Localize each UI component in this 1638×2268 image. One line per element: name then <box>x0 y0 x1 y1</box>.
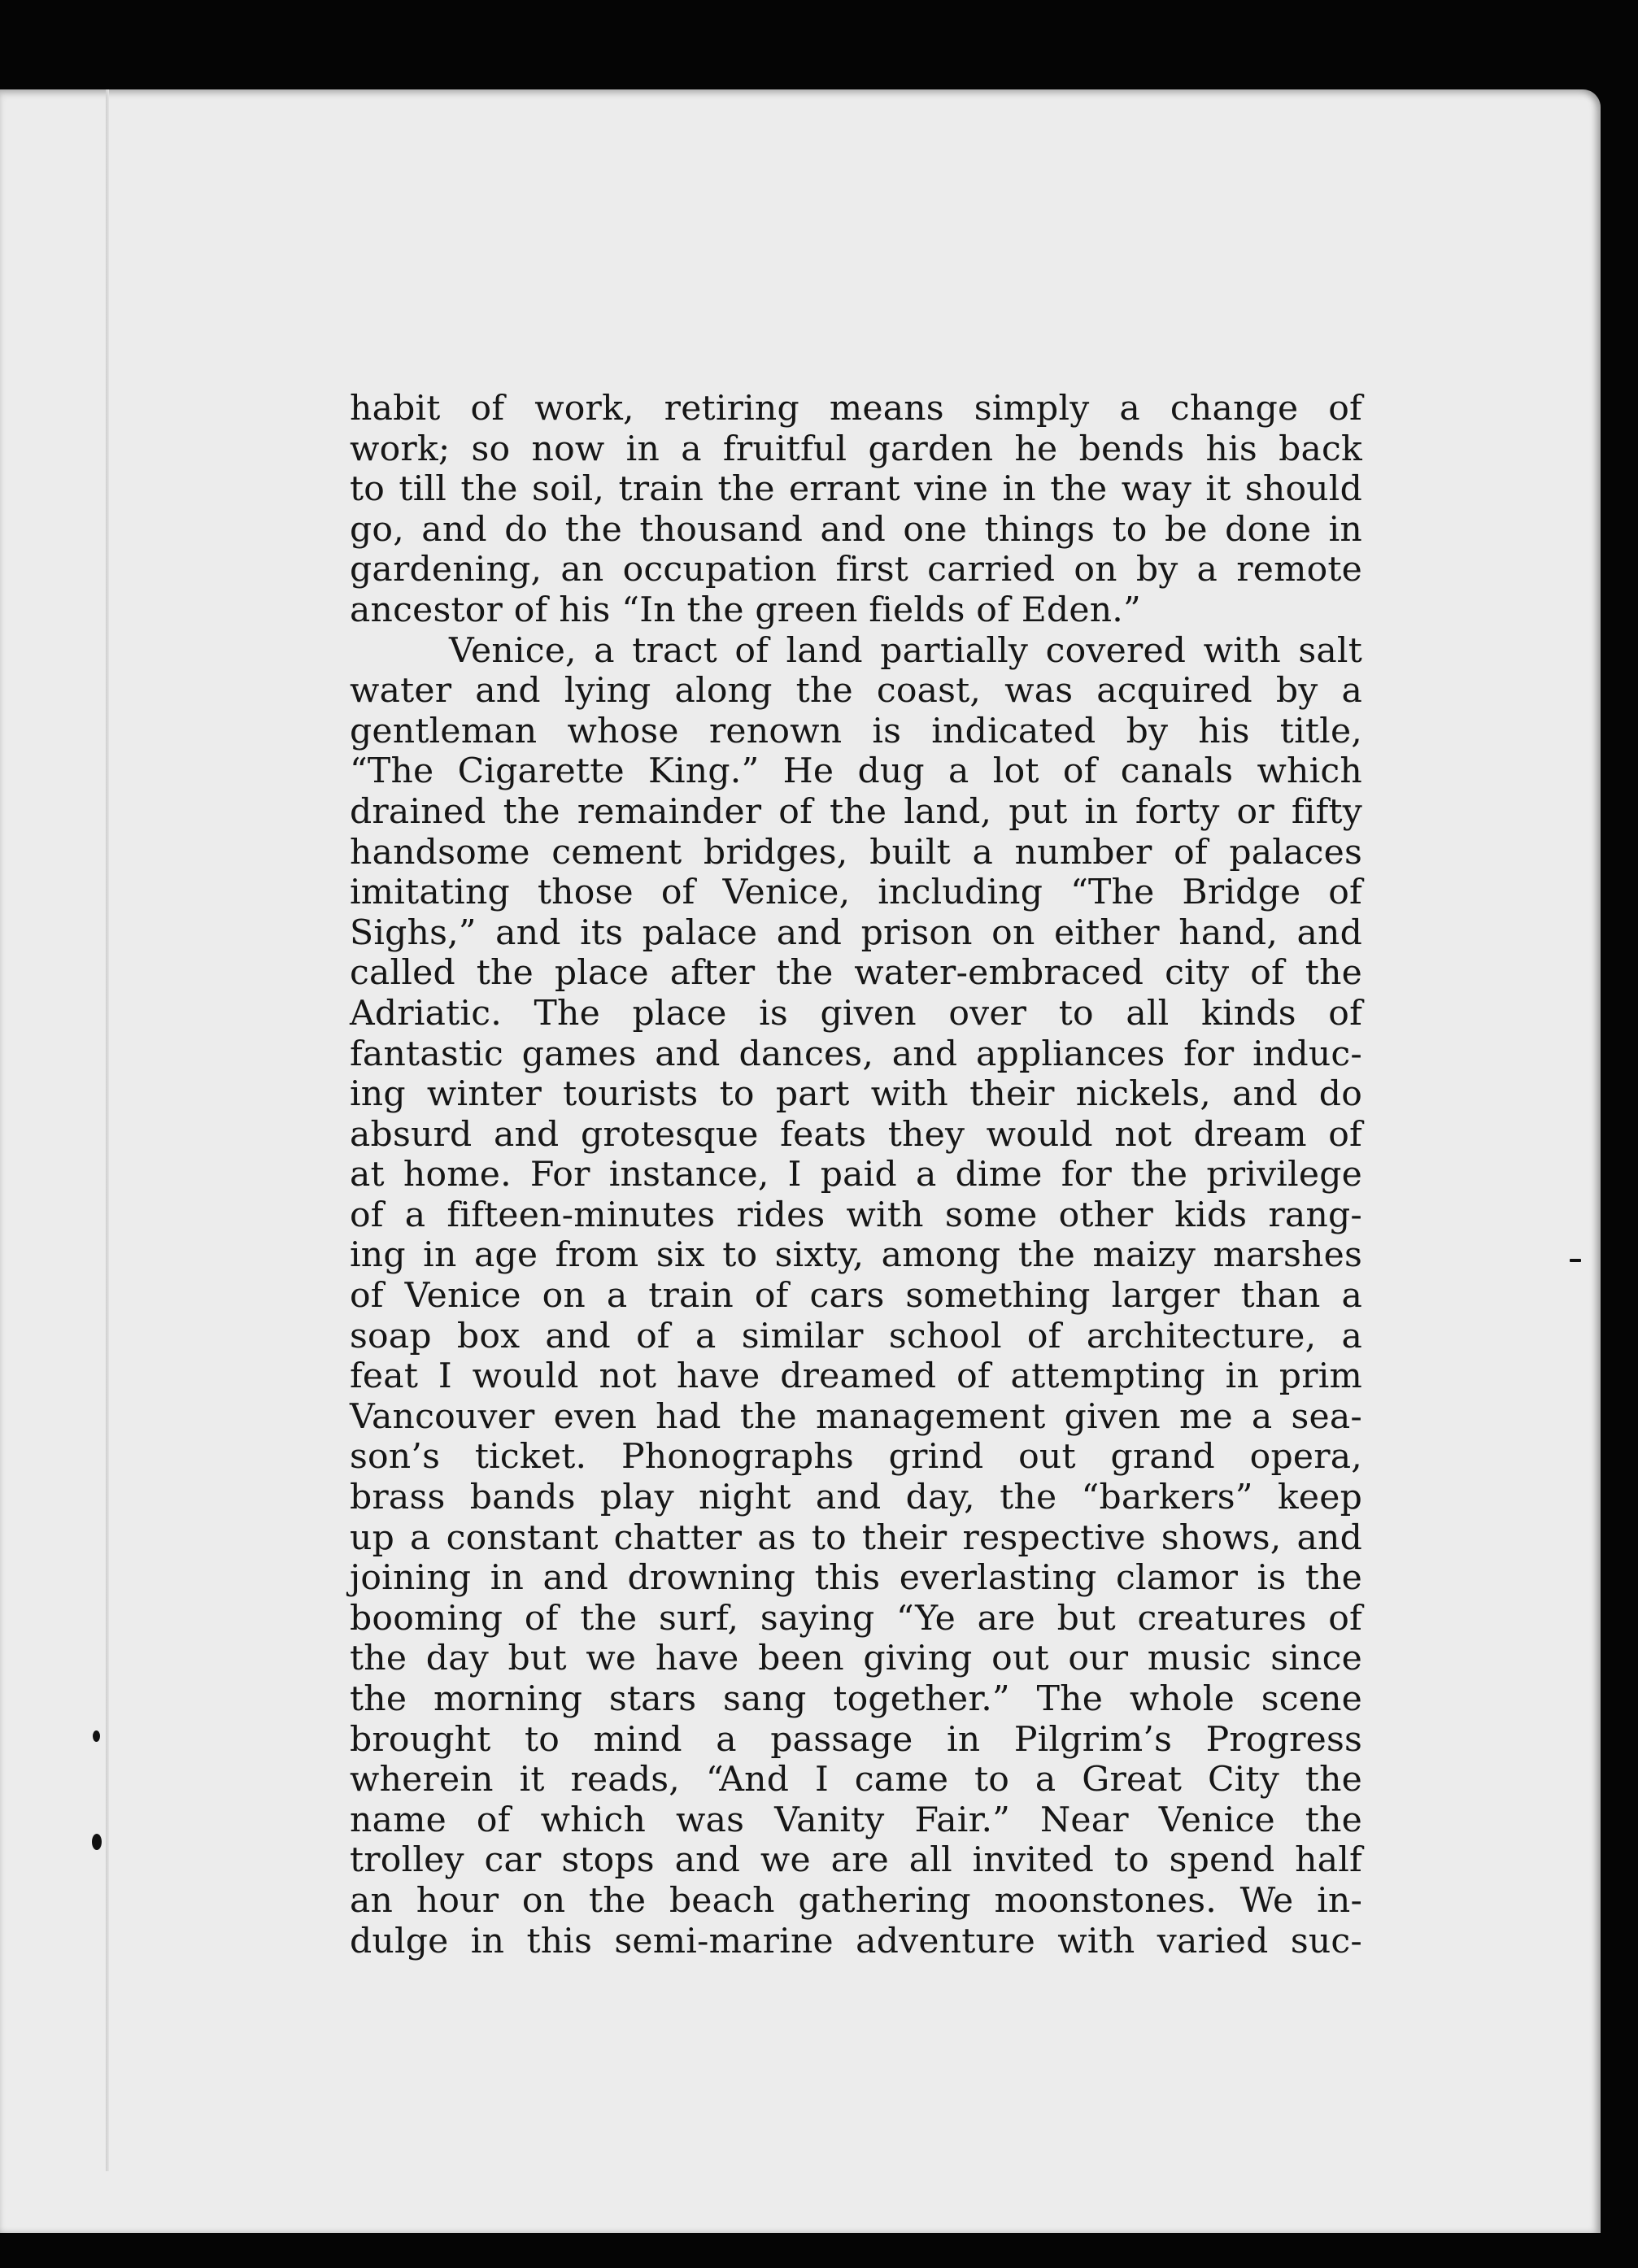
text-line: joining in and drowning this everlasting clamor is the <box>350 1558 1362 1599</box>
text-line: trolley car stops and we are all invited to spend half <box>350 1840 1362 1881</box>
text-line: habit of work, retiring means simply a change of <box>350 389 1362 429</box>
text-line: Sighs,” and its palace and prison on either hand, and <box>350 912 1362 953</box>
text-line: handsome cement bridges, built a number of palaces <box>350 832 1362 873</box>
text-line: to till the soil, train the errant vine in the way it should <box>350 469 1362 510</box>
text-line: brass bands play night and day, the “barkers” keep <box>350 1478 1362 1518</box>
text-line: ing in age from six to sixty, among the maizy marshes <box>350 1235 1362 1276</box>
text-line: an hour on the beach gathering moonstones. We in- <box>350 1880 1362 1921</box>
text-line: of a fifteen-minutes rides with some other kids rang- <box>350 1195 1362 1235</box>
body-text <box>350 389 1362 1961</box>
text-line: booming of the surf, saying “Ye are but creatures of <box>350 1598 1362 1639</box>
text-line: at home. For instance, I paid a dime for the privilege <box>350 1155 1362 1195</box>
text-line: the day but we have been giving out our music since <box>350 1639 1362 1679</box>
text-line: feat I would not have dreamed of attempting in prim <box>350 1356 1362 1397</box>
scan-speck <box>93 1730 100 1742</box>
text-line: name of which was Vanity Fair.” Near Venice the <box>350 1800 1362 1840</box>
text-line: absurd and grotesque feats they would not dream of <box>350 1114 1362 1155</box>
text-line: gentleman whose renown is indicated by his title, <box>350 711 1362 751</box>
scan-speck <box>92 1834 102 1850</box>
text-line: water and lying along the coast, was acquired by a <box>350 671 1362 712</box>
text-line: work; so now in a fruitful garden he bends his back <box>350 429 1362 469</box>
text-line: drained the remainder of the land, put in forty or fifty <box>350 791 1362 832</box>
text-line: soap box and of a similar school of architecture, a <box>350 1316 1362 1356</box>
text-line: ing winter tourists to part with their nickels, and do <box>350 1074 1362 1115</box>
text-line: brought to mind a passage in Pilgrim’s Progress <box>350 1719 1362 1760</box>
text-line: the morning stars sang together.” The whole scene <box>350 1679 1362 1719</box>
text-line: up a constant chatter as to their respective shows, and <box>350 1517 1362 1558</box>
text-line: dulge in this semi-marine adventure with varied suc- <box>350 1921 1362 1961</box>
text-line: son’s ticket. Phonographs grind out grand opera, <box>350 1437 1362 1478</box>
text-line: “The Cigarette King.” He dug a lot of canals which <box>350 751 1362 792</box>
text-line: Vancouver even had the management given me a sea- <box>350 1396 1362 1437</box>
paragraph-first-line: Venice, a tract of land partially covered with salt <box>449 630 1362 671</box>
text-line: imitating those of Venice, including “The Bridge of <box>350 873 1362 913</box>
text-line: gardening, an occupation first carried on by a remote <box>350 550 1362 590</box>
text-line: wherein it reads, “And I came to a Great City the <box>350 1760 1362 1800</box>
text-line: of Venice on a train of cars something larger than a <box>350 1276 1362 1317</box>
text-line: ancestor of his “In the green fields of Eden.” <box>350 590 1141 630</box>
text-line: Adriatic. The place is given over to all kinds of <box>350 993 1362 1034</box>
text-line: go, and do the thousand and one things to be done in <box>350 509 1362 550</box>
text-line: called the place after the water-embraced city of the <box>350 953 1362 994</box>
page-gutter-line <box>106 89 109 2171</box>
text-line: fantastic games and dances, and appliances for induc- <box>350 1034 1362 1074</box>
scan-speck <box>1570 1259 1581 1262</box>
